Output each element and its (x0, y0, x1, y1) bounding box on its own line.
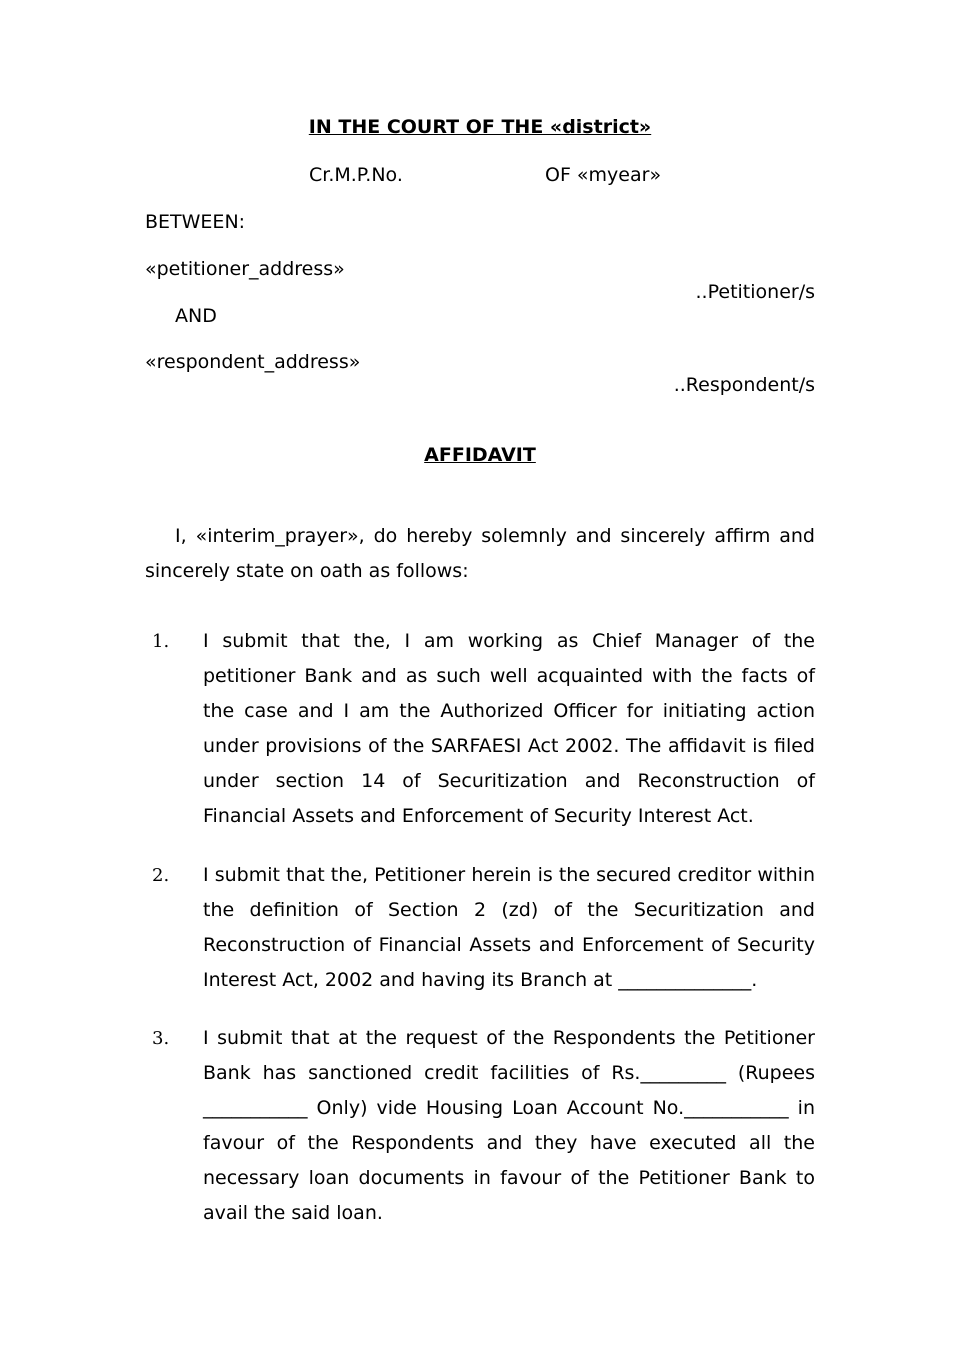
paragraph-number: 1. (152, 631, 170, 652)
paragraph-text: I submit that at the request of the Respondents the Petitioner Bank has sanctioned credit facilities of Rs._________ (Rupees ___________ Only) vide Housing Loan Account No.___________ in favour of the Respondents and they have executed all the necessary loan documents in favour of the Petitioner Bank to avail the said loan. (203, 1027, 815, 1224)
intro-paragraph: I, «interim_prayer», do hereby solemnly and sincerely affirm and sincerely state on oath as follows: (145, 525, 815, 582)
between-label: BETWEEN: (145, 211, 246, 233)
document-title: AFFIDAVIT (424, 444, 536, 466)
case-number-label: Cr.M.P.No. (309, 164, 403, 186)
and-label: AND (175, 305, 217, 327)
petitioner-role: ..Petitioner/s (695, 281, 815, 303)
paragraph-text: I submit that the, Petitioner herein is the secured creditor within the definition of Section 2 (zd) of the Securitization and Reconstruction of Financial Assets and Enforcement of Security Interest Act, 2002 and having its Branch at ______________. (203, 864, 815, 991)
court-heading: IN THE COURT OF THE «district» (308, 116, 652, 138)
paragraph-text: I submit that the, I am working as Chief Manager of the petitioner Bank and as such well acquainted with the facts of the case and I am the Authorized Officer for initiating action under provisions of the SARFAESI Act 2002. The affidavit is filed under section 14 of Securitization and Reconstruction of Financial Assets and Enforcement of Security Interest Act. (203, 630, 815, 827)
respondent-role: ..Respondent/s (673, 374, 815, 396)
respondent-address: «respondent_address» (145, 351, 361, 373)
paragraph-number: 2. (152, 865, 170, 886)
petitioner-address: «petitioner_address» (145, 258, 345, 280)
case-year-label: OF «myear» (545, 164, 662, 186)
paragraph-number: 3. (152, 1028, 170, 1049)
